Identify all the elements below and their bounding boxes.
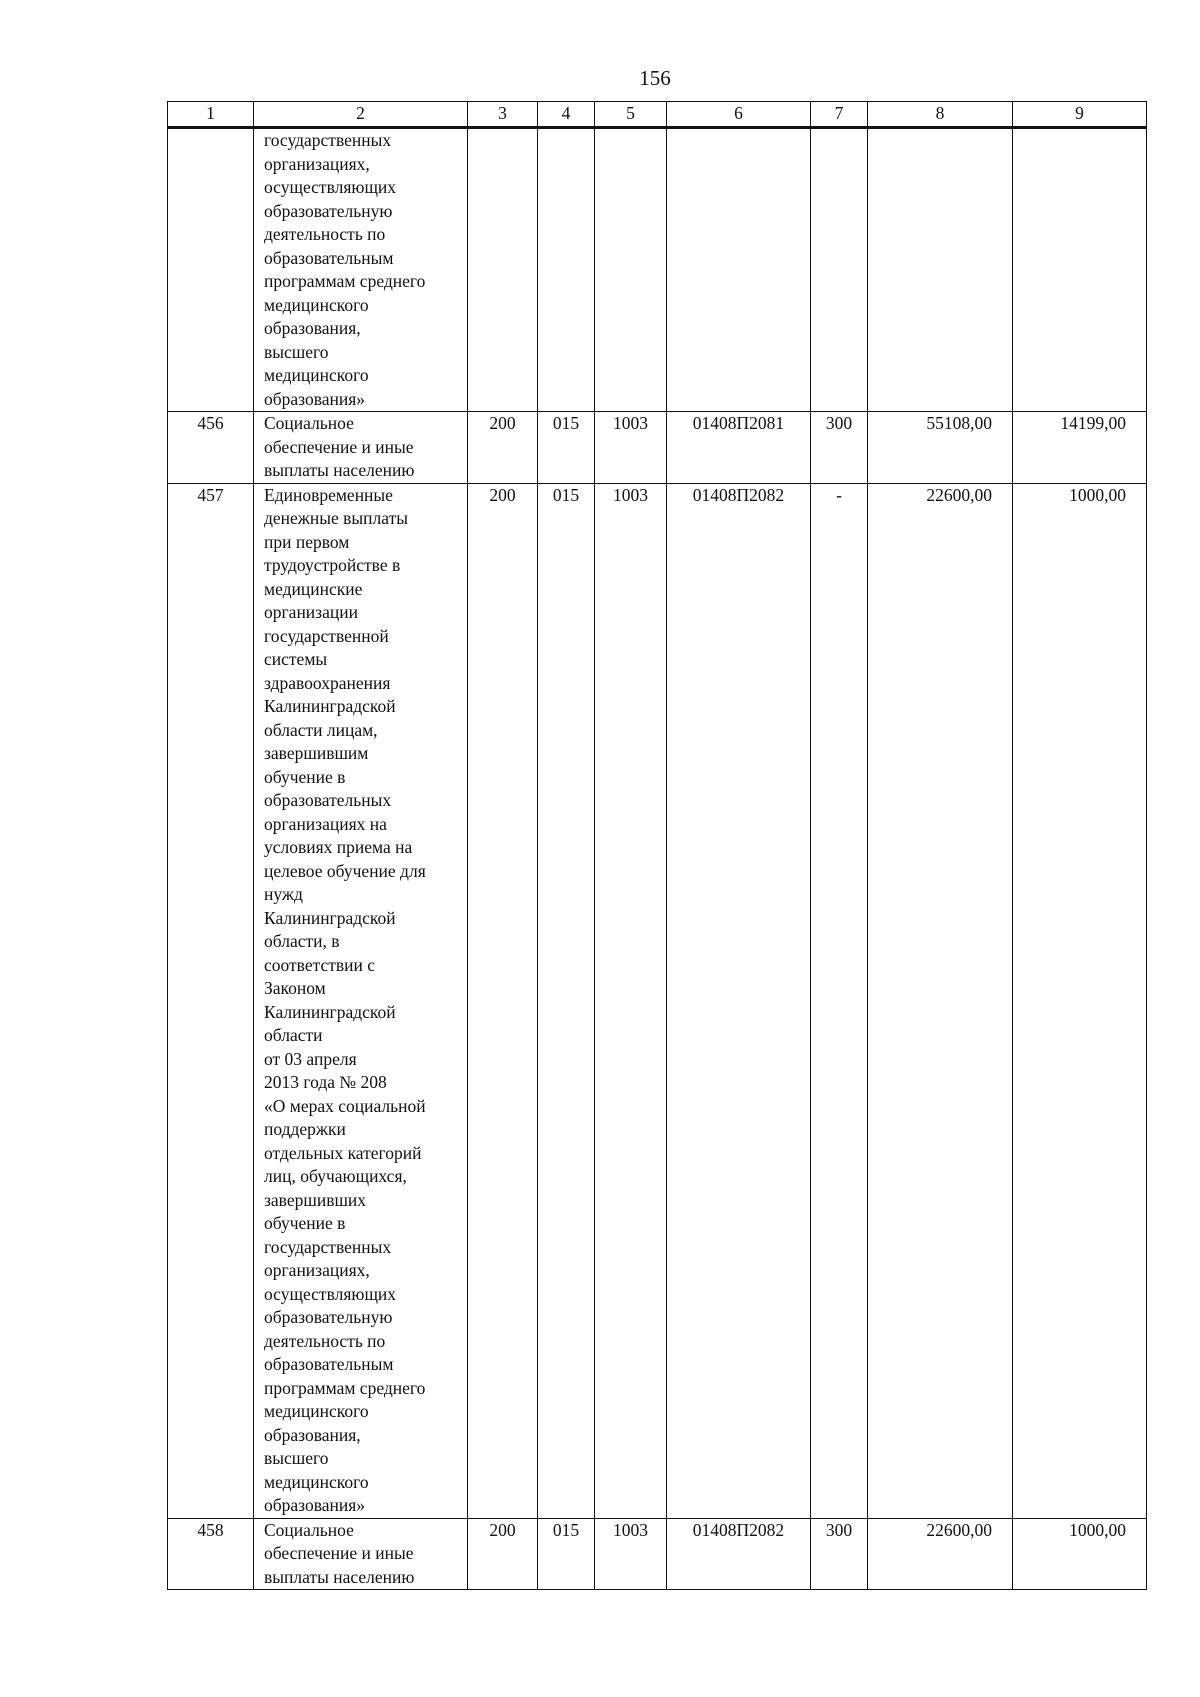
cell-col9: 1000,00 [1013, 1518, 1147, 1590]
column-header: 6 [667, 102, 811, 128]
column-header: 1 [168, 102, 254, 128]
cell-col9: 1000,00 [1013, 483, 1147, 1518]
row-number: 456 [168, 412, 254, 484]
cell-col7: - [811, 483, 868, 1518]
cell-col6 [667, 128, 811, 412]
column-header: 2 [254, 102, 468, 128]
column-header: 7 [811, 102, 868, 128]
column-header: 4 [538, 102, 595, 128]
cell-col4 [538, 128, 595, 412]
column-header: 5 [595, 102, 667, 128]
cell-col5: 1003 [595, 1518, 667, 1590]
cell-col5: 1003 [595, 412, 667, 484]
cell-col8: 55108,00 [868, 412, 1013, 484]
cell-col9 [1013, 128, 1147, 412]
cell-col6: 01408П2082 [667, 483, 811, 1518]
row-number: 458 [168, 1518, 254, 1590]
cell-col3: 200 [468, 412, 538, 484]
budget-table [167, 101, 1147, 1590]
cell-col8 [868, 128, 1013, 412]
table-row [168, 1518, 1147, 1590]
cell-col7 [811, 128, 868, 412]
cell-col3 [468, 128, 538, 412]
cell-col3: 200 [468, 1518, 538, 1590]
header-row [168, 102, 1147, 128]
cell-col8: 22600,00 [868, 483, 1013, 1518]
cell-col5: 1003 [595, 483, 667, 1518]
row-description: государственных организациях, осуществляющих образовательную деятельность по образовательным программам среднего медицинского образования, высшего медицинского образования» [254, 128, 468, 412]
table-row [168, 483, 1147, 1518]
row-description: Единовременные денежные выплаты при первом трудоустройстве в медицинские организации государственной системы здравоохранения Калининградской области лицам, завершившим обучение в образовательных организациях на условиях приема на целевое обучение для нужд Калининградской области, в соответствии с Законом Калининградской области от 03 апреля 2013 года № 208 «О мерах социальной поддержки отдельных категорий лиц, обучающихся, завершивших обучение в государственных организациях, осуществляющих образовательную деятельность по образовательным программам среднего медицинского образования, высшего медицинского образования» [254, 483, 468, 1518]
row-number: 457 [168, 483, 254, 1518]
cell-col9: 14199,00 [1013, 412, 1147, 484]
cell-col7: 300 [811, 1518, 868, 1590]
cell-col5 [595, 128, 667, 412]
table-row [168, 412, 1147, 484]
cell-col4: 015 [538, 412, 595, 484]
cell-col4: 015 [538, 1518, 595, 1590]
row-description: Социальное обеспечение и иные выплаты населению [254, 412, 468, 484]
cell-col4: 015 [538, 483, 595, 1518]
column-header: 3 [468, 102, 538, 128]
page-number: 156 [639, 66, 671, 90]
cell-col8: 22600,00 [868, 1518, 1013, 1590]
row-description: Социальное обеспечение и иные выплаты населению [254, 1518, 468, 1590]
column-header: 8 [868, 102, 1013, 128]
cell-col7: 300 [811, 412, 868, 484]
cell-col6: 01408П2081 [667, 412, 811, 484]
column-header: 9 [1013, 102, 1147, 128]
cell-col6: 01408П2082 [667, 1518, 811, 1590]
row-number [168, 128, 254, 412]
cell-col3: 200 [468, 483, 538, 1518]
table-row [168, 128, 1147, 412]
